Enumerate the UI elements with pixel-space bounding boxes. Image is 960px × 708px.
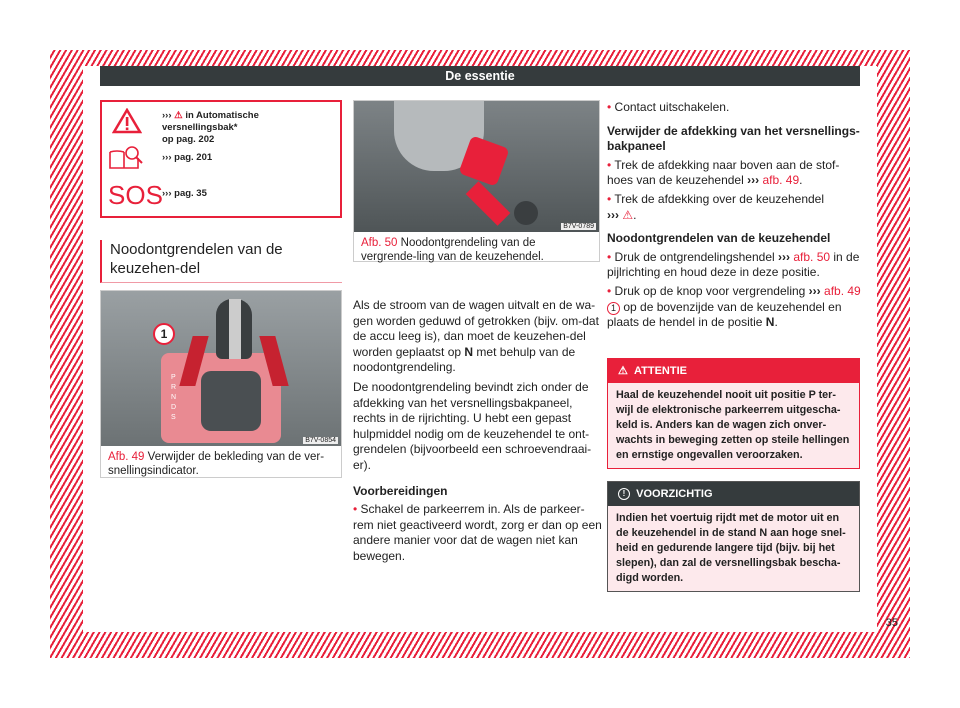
arrow-icon: ››› [162, 152, 172, 163]
figure-50 [353, 100, 600, 262]
bullet-item: • Trek de afdekking over de keuzehendel ››› ⚠. [607, 191, 825, 222]
figure-caption [101, 446, 341, 482]
figure-code: B7V-0854 [305, 437, 336, 444]
arrow-icon: ››› [162, 188, 172, 199]
figure-link[interactable]: afb. 49 [762, 173, 800, 188]
reference-row-book[interactable] [162, 152, 336, 164]
paragraph: Als de stroom van de wagen uitvalt en de wa-gen worden geduwd of getrokken (bijv. om-dat de accu leeg is), dan moet de keuzehen-del worden geplaatst op N met behulp van de noodontgrendeling. [353, 298, 599, 375]
subheading: Voorbereidingen [353, 483, 448, 498]
bullet-item: • Trek de afdekking naar boven aan de stof-hoes van de keuzehendel ››› afb. 49. [607, 157, 840, 188]
figure-code: B7V-0789 [563, 223, 594, 230]
figure-49 [100, 290, 342, 478]
figure-label: Afb. 50 [361, 237, 398, 249]
attentie-text: Haal de keuzehendel nooit uit positie P ter-wijl de elektronische parkeerrem uitgescha-keld is. Anders kan de wagen zich onver-wachts in beweging zetten op steile hellingen en ernstige ongevallen veroorzaken. [608, 383, 859, 468]
reference-row-sos[interactable] [162, 188, 336, 200]
column-3-text [607, 100, 862, 344]
column-2-text [353, 298, 603, 565]
caption-text: Verwijder de bekleding van de ver-snellingsindicator. [108, 451, 325, 477]
figure-link[interactable]: afb. 49 [824, 283, 861, 298]
figure-label: Afb. 49 [108, 451, 145, 463]
page-header: De essentie [100, 66, 860, 86]
callout-1: 1 [607, 302, 620, 315]
section-heading: Noodontgrendelen van de keuzehen-del [100, 240, 342, 283]
figure-link[interactable]: afb. 50 [793, 249, 831, 264]
attentie-box [607, 358, 860, 469]
gear-selector-image [101, 291, 341, 446]
warning-icon [112, 108, 142, 134]
reference-box [100, 100, 342, 218]
caution-icon: ! [618, 488, 630, 500]
arrow-icon [466, 181, 511, 226]
bullet-item: • Druk de ontgrendelingshendel ››› afb. 50 in de pijlrichting en houd deze in deze positie. [607, 249, 860, 280]
attentie-header: ⚠ ATTENTIE [608, 359, 859, 383]
warning-icon: ⚠ [618, 365, 628, 377]
arrow-icon: ››› [162, 110, 172, 121]
caption-text: Noodontgrendeling van de vergrende-ling van de keuzehendel. [361, 237, 544, 263]
gear-indicator: P R N D S [171, 374, 177, 421]
reference-page: pag. 201 [174, 152, 213, 163]
callout-1: 1 [153, 323, 175, 345]
warning-small-icon: ⚠ [174, 110, 183, 121]
sos-icon: SOS [108, 180, 163, 210]
figure-caption [354, 232, 599, 268]
subheading: Noodontgrendelen van de keuzehendel [607, 231, 831, 246]
book-search-icon [108, 144, 144, 172]
bullet-item: • Contact uitschakelen. [607, 100, 730, 114]
reference-text: in Automatische versnellingsbak* [162, 110, 259, 133]
reference-page: pag. 35 [174, 188, 207, 199]
release-lever-image [354, 101, 599, 232]
voorzichtig-text: Indien het voertuig rijdt met de motor uit en de keuzehendel in de stand N aan hoge snel-heid en gedurende langere tijd (bijv. bij het slepen), dan zal de versnellingsbak bescha-digd worden. [608, 506, 859, 591]
voorzichtig-header: ! VOORZICHTIG [608, 482, 859, 506]
column-3 [607, 100, 862, 592]
reference-row-warning[interactable] [162, 110, 336, 146]
voorzichtig-box [607, 481, 860, 592]
subheading: Verwijder de afdekking van het versnellings-bakpaneel [607, 123, 860, 154]
reference-page: op pag. 202 [162, 134, 215, 145]
bullet-item: • Schakel de parkeerrem in. Als de parkeer-rem niet geactiveerd wordt, zorg er dan op een andere manier voor dat de wagen niet kan bewegen. [353, 502, 602, 563]
paragraph: De noodontgrendeling bevindt zich onder de afdekking van het versnellingsbakpaneel, rechts in de rijrichting. U hebt een gepast hulpmiddel nodig om de keuzehendel te ont-grendelen (bijvoorbeeld een schroevendraai-er). [353, 379, 592, 472]
bullet-item: • Druk op de knop voor vergrendeling ››› afb. 49 1 op de bovenzijde van de keuzehendel en plaats de hendel in de positie N. [607, 283, 861, 330]
page-number: 35 [885, 617, 898, 629]
warning-link-icon[interactable]: ⚠ [622, 207, 634, 222]
